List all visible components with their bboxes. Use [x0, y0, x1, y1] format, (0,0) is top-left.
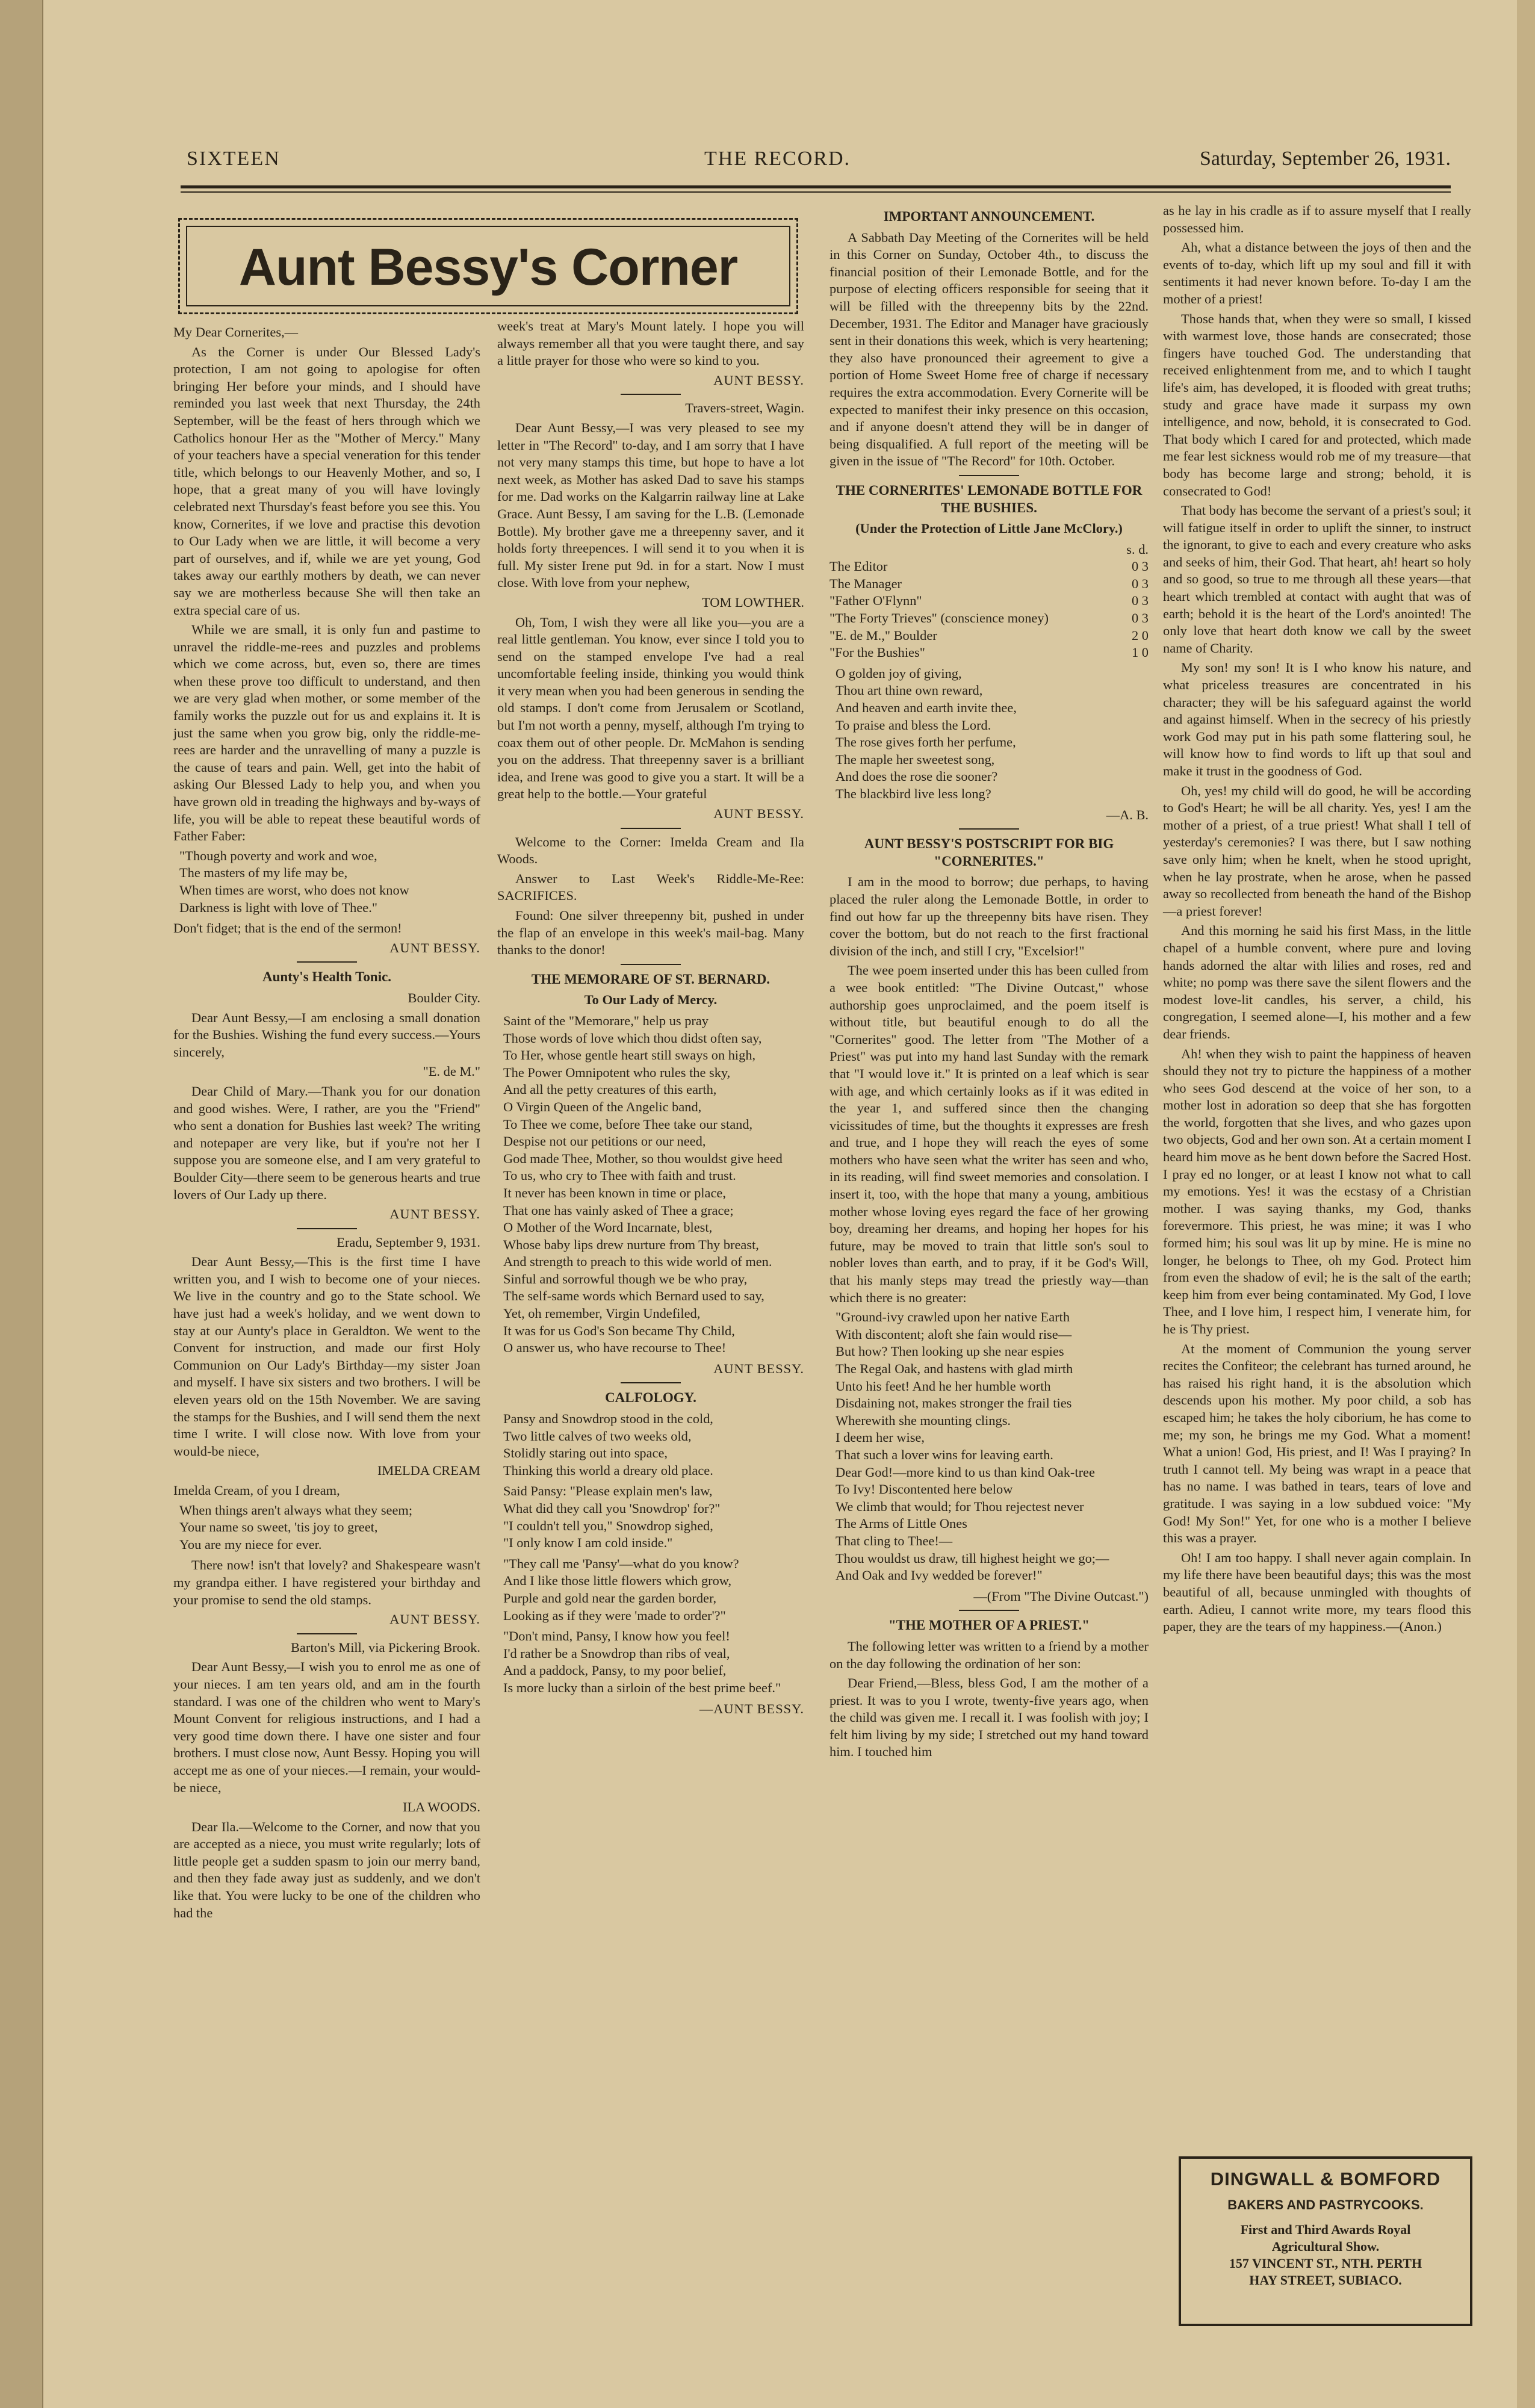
- signature: AUNT BESSY.: [389, 1612, 480, 1627]
- calfology-verse-1: [503, 1410, 804, 1479]
- letter-signature: TOM LOWTHER.: [702, 594, 804, 610]
- verse-line: "Ground-ivy crawled upon her native Earth: [836, 1309, 1070, 1325]
- verse-line: And Oak and Ivy wedded be forever!": [836, 1568, 1043, 1583]
- verse-line: The masters of my life may be,: [179, 865, 348, 881]
- column-1: [173, 324, 480, 1924]
- letter-place: Barton's Mill, via Pickering Brook.: [291, 1639, 480, 1655]
- verse-line: Disdaining not, makes stronger the frail ties: [836, 1395, 1072, 1411]
- verse-line: "I couldn't tell you," Snowdrop sighed,: [503, 1518, 713, 1533]
- page-header: [187, 147, 1451, 178]
- verse-line: "Don't mind, Pansy, I know how you feel!: [503, 1628, 730, 1644]
- verse-line: "They call me 'Pansy'—what do you know?: [503, 1556, 739, 1571]
- verse-line: Darkness is light with love of Thee.": [179, 899, 377, 915]
- ad-address: 157 VINCENT ST., NTH. PERTH: [1229, 2256, 1422, 2271]
- donation-table: [830, 541, 1149, 662]
- letter-signature: ILA WOODS.: [403, 1799, 480, 1815]
- verse-line: Sinful and sorrowful though we be who pray,: [503, 1271, 748, 1286]
- verse-line: And strength to preach to this wide world of men.: [503, 1254, 772, 1270]
- verse-line: I'd rather be a Snowdrop than ribs of veal,: [503, 1645, 730, 1661]
- verse-line: And a paddock, Pansy, to my poor belief,: [503, 1663, 727, 1678]
- verse-line: But how? Then looking up she near espies: [836, 1344, 1064, 1359]
- article-paragraph: Don't fidget; that is the end of the sermon!: [173, 920, 402, 936]
- verse-line: The rose gives forth her perfume,: [836, 734, 1016, 750]
- verse-line: And heaven and earth invite thee,: [836, 700, 1017, 716]
- verse-line: Whose baby lips drew nurture from Thy breast,: [503, 1237, 759, 1252]
- letter-title: "THE MOTHER OF A PRIEST.": [888, 1618, 1090, 1633]
- letter-text: Those hands that, when they were so small, I kissed with warmest love, those hands are consecrated; those fingers have touched God. The understanding that received enlightenment from me, and to which I taught life's aim, has developed, it is flooded with great truths; study and grace have made it surpass my own intelligence, and now, behold, it is consecrated to God. That body which I cared for and protected, which made me fear lest sickness would rob me of my treasure—that body has become large and strong; behold, it is consecrated to God!: [1163, 311, 1471, 498]
- verse-line: What did they call you 'Snowdrop' for?": [503, 1501, 721, 1516]
- verse-line: And I like those little flowers which grow,: [503, 1573, 732, 1589]
- bakery-advertisement: [1179, 2156, 1472, 2326]
- column-4: [1163, 202, 1471, 1638]
- verse-line: Two little calves of two weeks old,: [503, 1428, 692, 1444]
- donor-name: "The Forty Trieves" (conscience money): [830, 610, 1049, 626]
- reply-text: Dear Ila.—Welcome to the Corner, and now that you are accepted as a niece, you must write regularly; lots of little people get a sudden spasm to join our merry band, and then they fade away just as suddenly, and we don't like that. You were lucky to be one of the children who had the: [173, 1819, 480, 1920]
- memorare-verse: [503, 1013, 804, 1357]
- verse-line: To Her, whose gentle heart still sways on high,: [503, 1047, 756, 1063]
- verse-line: You are my niece for ever.: [179, 1536, 322, 1552]
- verse-line: "I only know I am cold inside.": [503, 1535, 673, 1551]
- letter-place: Travers-street, Wagin.: [685, 400, 804, 416]
- greeting: My Dear Cornerites,—: [173, 324, 299, 340]
- verse-line: Purple and gold near the garden border,: [503, 1590, 717, 1606]
- divider: [621, 1382, 681, 1383]
- reply-verse: [179, 1502, 480, 1554]
- letter-text: Oh, yes! my child will do good, he will be according to God's Heart; he will be all charity. Yes, yes! I am the mother of a priest, of a true priest! What shall I tell of yesterday's ceremonies? I was there, but I saw nothing save only him; when he knelt, when he stood upright, when he lay prostrate, when he arose, when he passed away so recollected from beneath the hand of the Bishop—a priest forever!: [1163, 783, 1471, 919]
- postscript-text: I am in the mood to borrow; due perhaps, to having placed the ruler along the Lemonade Bottle, in order to find out how far up the threepenny bits have risen. They cover the bottom, but do not reach to the first fractional division of the inch, and still I cry, "Excelsior!": [830, 874, 1149, 958]
- letter-text: And this morning he said his first Mass, in the little chapel of a humble convent, where pure and loving hands adorned the altar with lilies and roses, red and white; no pomp was there save the silent flowers and the modest love-lit candles, his server, a child, his congregation, I seemed alone—I, his mother and a few dear friends.: [1163, 923, 1471, 1041]
- paper-name: THE RECORD.: [704, 147, 851, 170]
- verse-line: That one has vainly asked of Thee a grace;: [503, 1202, 734, 1218]
- faber-verse: [179, 848, 480, 916]
- divider: [621, 828, 681, 829]
- article-paragraph: While we are small, it is only fun and pastime to unravel the riddle-me-rees and puzzles and problems which we come across, but, even so, there are times when these prove too difficult to understand, and then we are very glad when mother, or some member of the family works the puzzle out for us and explains it. It is just the same when you grow big, only the riddle-me-rees are harder and the unravelling of many a puzzle is the cause of tears and pain. Well, get into the habit of asking Our Blessed Lady to help you, and when you have grown old in treading the highways and by-ways of life, you will be able to repeat these beautiful words of Father Faber:: [173, 622, 480, 844]
- signature: AUNT BESSY.: [713, 1361, 804, 1376]
- letter-heading: Aunty's Health Tonic.: [262, 969, 392, 985]
- letter-text: Dear Aunt Bessy,—I am enclosing a small donation for the Bushies. Wishing the fund every success.—Yours sincerely,: [173, 1010, 480, 1060]
- verse-line: Despise not our petitions or our need,: [503, 1134, 706, 1149]
- reply-text: Oh, Tom, I wish they were all like you—you are a real little gentleman. You know, ever since I told you to send on the stamped envelope I've had a real uncomfortable feeling inside, thinking you would think it very mean when you had been generous in sending the old stamps. I don't come from Jerusalem or Scotland, but I'm not worth a penny, myself, although I'm trying to coax them out of other people. Dr. McMahon is sending you on the address. That threepenny saver is a brilliant idea, and Irene was good to give you a start. It will be a great help to the bottle.—Your grateful: [497, 614, 804, 802]
- donor-name: "Father O'Flynn": [830, 593, 922, 609]
- verse-line: Stolidly staring out into space,: [503, 1445, 668, 1461]
- verse-line: Thou wouldst us draw, till highest height we go;—: [836, 1550, 1109, 1566]
- donation-amount: 0 3: [1132, 576, 1149, 591]
- announcement-text: A Sabbath Day Meeting of the Cornerites will be held in this Corner on Sunday, October 4th., to discuss the financial position of their Lemonade Bottle, and for the purpose of electing officers responsible for seeing that it will be filled with the threepenny bits by the 22nd. December, 1931. The Editor and Manager have graciously sent in their donations this week, which is very heartening; they also have pronounced their agreement to give a portion of Home Sweet Home free of charge if necessary requires the extra accommodation. Every Cornerite will be expected to manifest their inky presence on this occasion, and if anyone doesn't attend they will be in danger of being disqualified. A full report of the meeting will be given in the issue of "The Record" for 10th. October.: [830, 229, 1149, 469]
- verse-line: The blackbird live less long?: [836, 786, 991, 801]
- header-rule: [181, 185, 1451, 188]
- verse-line: Unto his feet! And he her humble worth: [836, 1378, 1051, 1394]
- divider: [297, 1228, 357, 1229]
- fund-subtitle: (Under the Protection of Little Jane McClory.): [855, 521, 1123, 536]
- verse-line: The maple her sweetest song,: [836, 751, 995, 767]
- letter-text: My son! my son! It is I who know his nature, and what priceless treasures are concentrated in his character; they will be his safeguard against the world and against himself. When in the secrecy of his priestly work God may put in his path some flattering soul, he will know how to find words to lift up that soul and make it trust in the goodness of God.: [1163, 660, 1471, 778]
- verse-line: To us, who cry to Thee with faith and trust.: [503, 1168, 736, 1184]
- reply-text: There now! isn't that lovely? and Shakespeare wasn't my grandpa either. I have registered your birthday and your promise to send the old stamps.: [173, 1557, 480, 1607]
- divider: [959, 1610, 1019, 1611]
- page-number: SIXTEEN: [187, 147, 281, 170]
- verse-line: With discontent; aloft she fain would rise—: [836, 1326, 1072, 1342]
- verse-line: To Ivy! Discontented here below: [836, 1482, 1013, 1497]
- letter-text: Oh! I am too happy. I shall never again complain. In my life there have been beautiful days; this was the most beautiful of all, because unmingled with thoughts of earth. Adieu, I cannot write more, my tears flood this paper, they are the tears of my happiness.—(Anon.): [1163, 1550, 1471, 1634]
- verse-line: And all the petty creatures of this earth,: [503, 1082, 717, 1097]
- verse-line: I deem her wise,: [836, 1430, 925, 1445]
- ad-award-line: First and Third Awards Royal: [1240, 2222, 1411, 2237]
- verse-line: The self-same words which Bernard used to say,: [503, 1288, 764, 1304]
- verse-line: Thou art thine own reward,: [836, 683, 983, 698]
- verse-line: To Thee we come, before Thee take our stand,: [503, 1116, 753, 1132]
- signature: AUNT BESSY.: [389, 940, 480, 955]
- calfology-verse-4: [503, 1628, 804, 1696]
- letter-intro: The following letter was written to a friend by a mother on the day following the ordination of her son:: [830, 1638, 1149, 1671]
- calfology-verse-2: [503, 1483, 804, 1551]
- table-row: [830, 627, 1149, 645]
- divider: [621, 964, 681, 965]
- letter-text: Ah, what a distance between the joys of then and the events of to-day, which lift up my soul and fill it with sentiments it had never known before. To-day I am the mother of a priest!: [1163, 240, 1471, 306]
- verse-line: And does the rose die sooner?: [836, 769, 998, 784]
- fund-title: THE CORNERITES' LEMONADE BOTTLE FOR THE BUSHIES.: [836, 482, 1143, 515]
- letter-text: Ah! when they wish to paint the happiness of heaven should they not try to picture the happiness of a mother who sees God descend at the voice of her son, to a mother lost in adoration so deep that she has forgotten the world, forgotten that she lives, and who gazes upon two objects, God and her own son. At a certain moment I heard him move as he bent down before the Sacred Host. I pray ed no longer, or at least I know not what to call my emotions. Yes! it was the ecstasy of a Christian mother. I was saying thanks, my God, thanks forevermore. This priest, he was mine; it was I who formed him; his soul was lit up by mine. He is mine no longer, he belongs to Thee, oh my God. Protect him from even the shadow of evil; he is the salt of the earth; keep him from ever being contaminated. My God, I love Thee, and I love him, I respect him, I venerate him, for he is Thy priest.: [1163, 1046, 1471, 1336]
- letter-text: Dear Aunt Bessy,—I wish you to enrol me as one of your nieces. I am ten years old, and am in the fourth standard. I was one of the children who went to Mary's Mount Convent for religious instructions, and I had a very good time down there. I have one sister and four brothers. I must close now, Aunt Bessy. Hoping you will accept me as one of your nieces.—I remain, your would-be niece,: [173, 1659, 480, 1795]
- verse-line: To praise and bless the Lord.: [836, 717, 991, 733]
- ad-address: HAY STREET, SUBIACO.: [1249, 2273, 1402, 2288]
- verse-line: Looking as if they were 'made to order'?": [503, 1607, 726, 1623]
- signature: AUNT BESSY.: [713, 806, 804, 822]
- verse-line: God made Thee, Mother, so thou wouldst give heed: [503, 1150, 783, 1166]
- header-rule-thin: [181, 191, 1451, 193]
- binding-edge: [0, 0, 43, 2408]
- table-row: [830, 644, 1149, 662]
- divider: [621, 394, 681, 395]
- verse-line: When times are worst, who does not know: [179, 883, 409, 898]
- verse-line: It was for us God's Son became Thy Child,: [503, 1323, 735, 1338]
- donor-name: The Editor: [830, 559, 888, 574]
- verse-line: When things aren't always what they seem;: [179, 1502, 413, 1518]
- letter-text: Dear Friend,—Bless, bless God, I am the mother of a priest. It was to you I wrote, twenty-five years ago, when the child was given me. I recall it. I was foolish with joy; I felt him living by my side; I stretched out my hand toward him. I touched him: [830, 1675, 1149, 1760]
- verse-line: Pansy and Snowdrop stood in the cold,: [503, 1411, 713, 1427]
- ad-trade: BAKERS AND PASTRYCOOKS.: [1227, 2197, 1424, 2212]
- letter-text: That body has become the servant of a priest's soul; it will fatigue itself in order to uplift the sinner, to instruct the ignorant, to give to each and every creature who asks and seeks of him, their God. That heart, ah! heart so holy and so good, so true to me through all these years—that heart which trembled at contact with aught that was of earth; behold it is the heart of the Lord's anointed! The only love that heart doth know we call by the sweet name of Charity.: [1163, 503, 1471, 656]
- issue-date: Saturday, September 26, 1931.: [1199, 147, 1451, 170]
- donor-name: "E. de M.," Boulder: [830, 627, 937, 643]
- table-row: [830, 558, 1149, 576]
- verse-line: Said Pansy: "Please explain men's law,: [503, 1483, 713, 1499]
- poem-title: THE MEMORARE OF ST. BERNARD.: [531, 971, 771, 987]
- table-header-row: [830, 541, 1149, 559]
- table-row: [830, 610, 1149, 627]
- verse-line: The Power Omnipotent who rules the sky,: [503, 1064, 731, 1080]
- table-row: [830, 576, 1149, 593]
- letter-text: Dear Aunt Bessy,—This is the first time I have written you, and I wish to become one of your nieces. We live in the country and go to the State school. We have just had a week's holiday, and we went down to stay at our Aunty's place in Geraldton. We went to the Convent for instruction, and made our first Holy Communion on Our Lady's Birthday—my sister Joan and myself. I have six sisters and two brothers. I will be eleven years old on the 15th November. We are saving the stamps for the Bushies, and I will send them the next time I write. I will close now. With love from your would-be niece,: [173, 1254, 480, 1459]
- welcome-note: Welcome to the Corner: Imelda Cream and Ila Woods.: [497, 834, 804, 867]
- signature: AUNT BESSY.: [713, 372, 804, 388]
- ad-business-name: DINGWALL & BOMFORD: [1210, 2168, 1441, 2189]
- verse-line: That such a lover wins for leaving earth.: [836, 1447, 1053, 1462]
- verse-line: Yet, oh remember, Virgin Undefiled,: [503, 1306, 701, 1321]
- donor-name: "For the Bushies": [830, 645, 925, 660]
- postscript-title: AUNT BESSY'S POSTSCRIPT FOR BIG "CORNERITES.": [864, 836, 1114, 869]
- column-3: [830, 202, 1149, 1763]
- table-row: [830, 592, 1149, 610]
- corner-title-box: [178, 218, 798, 314]
- reply-text: week's treat at Mary's Mount lately. I hope you will always remember all that you were taught there, and say a little prayer for those who were so kind to you.: [497, 318, 804, 368]
- verse-line: The Arms of Little Ones: [836, 1516, 967, 1531]
- riddle-answer: Answer to Last Week's Riddle-Me-Ree: SACRIFICES.: [497, 870, 804, 904]
- divider: [297, 961, 357, 963]
- verse-line: O golden joy of giving,: [836, 665, 962, 681]
- found-note: Found: One silver threepenny bit, pushed in under the flap of an envelope in this week's mail-bag. Many thanks to the donor!: [497, 908, 804, 958]
- divider: [959, 828, 1019, 830]
- article-paragraph: As the Corner is under Our Blessed Lady's protection, I am not going to apologise for often bringing Her before your minds, and I should have reminded you last week that next Thursday, the 24th September, will be the feast of hers through which we Catholics honour Her as the "Mother of Mercy." Many of your teachers have a special veneration for this tender title, which belongs to our Heavenly Mother, and so, I hope, that a great many of you will have lovingly celebrated next Thursday's feast before you see this. You know, Cornerites, if we love and practise this devotion to Our Lady when we are little, it will become a very part of ourselves, and if, while we are yet young, God takes away our earthly mothers by death, we can never say we are motherless because She will then take an extra special care of us.: [173, 344, 480, 618]
- verse-line: O answer us, who have recourse to Thee!: [503, 1340, 727, 1356]
- verse-signature: —A. B.: [1106, 807, 1149, 822]
- divider: [297, 1633, 357, 1634]
- column-2: [497, 318, 804, 1721]
- reply-verse-first: Imelda Cream, of you I dream,: [173, 1483, 340, 1498]
- poem-subtitle: To Our Lady of Mercy.: [584, 992, 718, 1008]
- giving-verse: [836, 665, 1149, 803]
- donation-amount: 0 3: [1132, 559, 1149, 574]
- donation-amount: 2 0: [1132, 627, 1149, 643]
- verse-line: The Regal Oak, and hastens with glad mirth: [836, 1361, 1073, 1376]
- verse-line: "Though poverty and work and woe,: [179, 848, 377, 863]
- verse-line: Those words of love which thou didst often say,: [503, 1030, 762, 1046]
- verse-line: We climb that would; for Thou rejectest never: [836, 1498, 1084, 1514]
- verse-line: That cling to Thee!—: [836, 1533, 953, 1548]
- signature: AUNT BESSY.: [389, 1206, 480, 1222]
- letter-place: Boulder City.: [408, 990, 480, 1005]
- letter-signature: "E. de M.": [423, 1064, 480, 1079]
- letter-text: Dear Aunt Bessy,—I was very pleased to see my letter in "The Record" to-day, and I am sorry that I have not very many stamps this time, but hope to have a lot next week, as Mother has asked Dad to save his stamps for me. Dad works on the Kalgarrin railway line at Lake Grace. Aunt Bessy, I am saving for the L.B. (Lemonade Bottle). My brother gave me a threepenny saver, and it holds forty threepences. I will send it to you when it is full. My sister Irene put 9d. in for a start. Now I must close. With love from your nephew,: [497, 420, 804, 591]
- corner-title: Aunt Bessy's Corner: [238, 238, 738, 296]
- poem-title: CALFOLOGY.: [605, 1390, 696, 1406]
- letter-place: Eradu, September 9, 1931.: [336, 1234, 480, 1250]
- divine-outcast-verse: [836, 1309, 1149, 1584]
- verse-line: O Virgin Queen of the Angelic band,: [503, 1099, 702, 1114]
- verse-line: Your name so sweet, 'tis joy to greet,: [179, 1519, 378, 1535]
- verse-line: Is more lucky than a sirloin of the best prime beef.": [503, 1680, 781, 1695]
- verse-line: Saint of the "Memorare," help us pray: [503, 1013, 709, 1028]
- divider: [959, 475, 1019, 476]
- page-edge: [1517, 0, 1535, 2408]
- ad-award-line: Agricultural Show.: [1271, 2239, 1380, 2254]
- calfology-verse-3: [503, 1556, 804, 1624]
- letter-text: as he lay in his cradle as if to assure myself that I really possessed him.: [1163, 203, 1471, 235]
- donor-name: The Manager: [830, 576, 902, 591]
- donation-amount: 1 0: [1132, 645, 1149, 660]
- currency-header: s. d.: [1126, 541, 1149, 557]
- verse-line: O Mother of the Word Incarnate, blest,: [503, 1220, 713, 1235]
- verse-source: —(From "The Divine Outcast."): [973, 1588, 1149, 1604]
- verse-line: It never has been known in time or place,: [503, 1185, 726, 1200]
- donation-amount: 0 3: [1132, 593, 1149, 609]
- verse-line: Wherewith she mounting clings.: [836, 1412, 1011, 1428]
- verse-line: Dear God!—more kind to us than kind Oak-tree: [836, 1464, 1095, 1480]
- postscript-text: The wee poem inserted under this has been culled from a wee book entitled: "The Divine Outcast," whose authorship goes unproclaimed, and the poem itself is without title, but beautiful enough to do all the "Cornerites" good. The letter from "The Mother of a Priest" was put into my hand last Sunday with the remark that "I would love it." It is printed on a leaf which is sear with age, and which certainly looks as if it was edited in the year 1, and suffered since then the changing vicissitudes of time, but the thoughts it expresses are fresh and true, and I hope they will reach the eyes of some mothers who have seen what the writer has seen and who, in its reading, will find sweet memories and consolation. I insert it, too, with the hope that many a young, ambitious mother whose loving eyes regard the face of her growing boy, dreaming her dreams, and hoping her hopes for his future, may be moved to train that little son's soul to nobler loves than earth, and to pray, if it be God's Will, that his manly steps may tread the priestly way—than which there is no greater:: [830, 963, 1149, 1305]
- letter-text: At the moment of Communion the young server recites the Confiteor; the celebrant has turned around, he has raised his right hand, it is the absolution which descends upon his mother. My poor child, a sob has escaped him; he takes the holy ciborium, he has come to me; my son, he brings me my God. What a moment! What a union! God, His priest, and I! Was I praying? In truth I cannot tell. My being was wrapt in a peace that has no name. I was bathed in tears, tears of love and gratitude. I was saying in a low subdued voice: "My God! My Son!" Yet, for one who is a mother I believe this was a prayer.: [1163, 1341, 1471, 1546]
- letter-signature: IMELDA CREAM: [377, 1463, 480, 1479]
- announcement-title: IMPORTANT ANNOUNCEMENT.: [883, 209, 1095, 224]
- donation-amount: 0 3: [1132, 610, 1149, 626]
- reply-text: Dear Child of Mary.—Thank you for our donation and good wishes. Were, I rather, are you the "Friend" who sent a donation for Bushies last week? The writing and notepaper are very like, but if you're not her I suppose you are someone else, and I am very grateful to Boulder City—there seem to be generous hearts and true lovers of Our Lady up there.: [173, 1083, 480, 1202]
- verse-line: Thinking this world a dreary old place.: [503, 1462, 713, 1478]
- signature: —AUNT BESSY.: [699, 1701, 804, 1716]
